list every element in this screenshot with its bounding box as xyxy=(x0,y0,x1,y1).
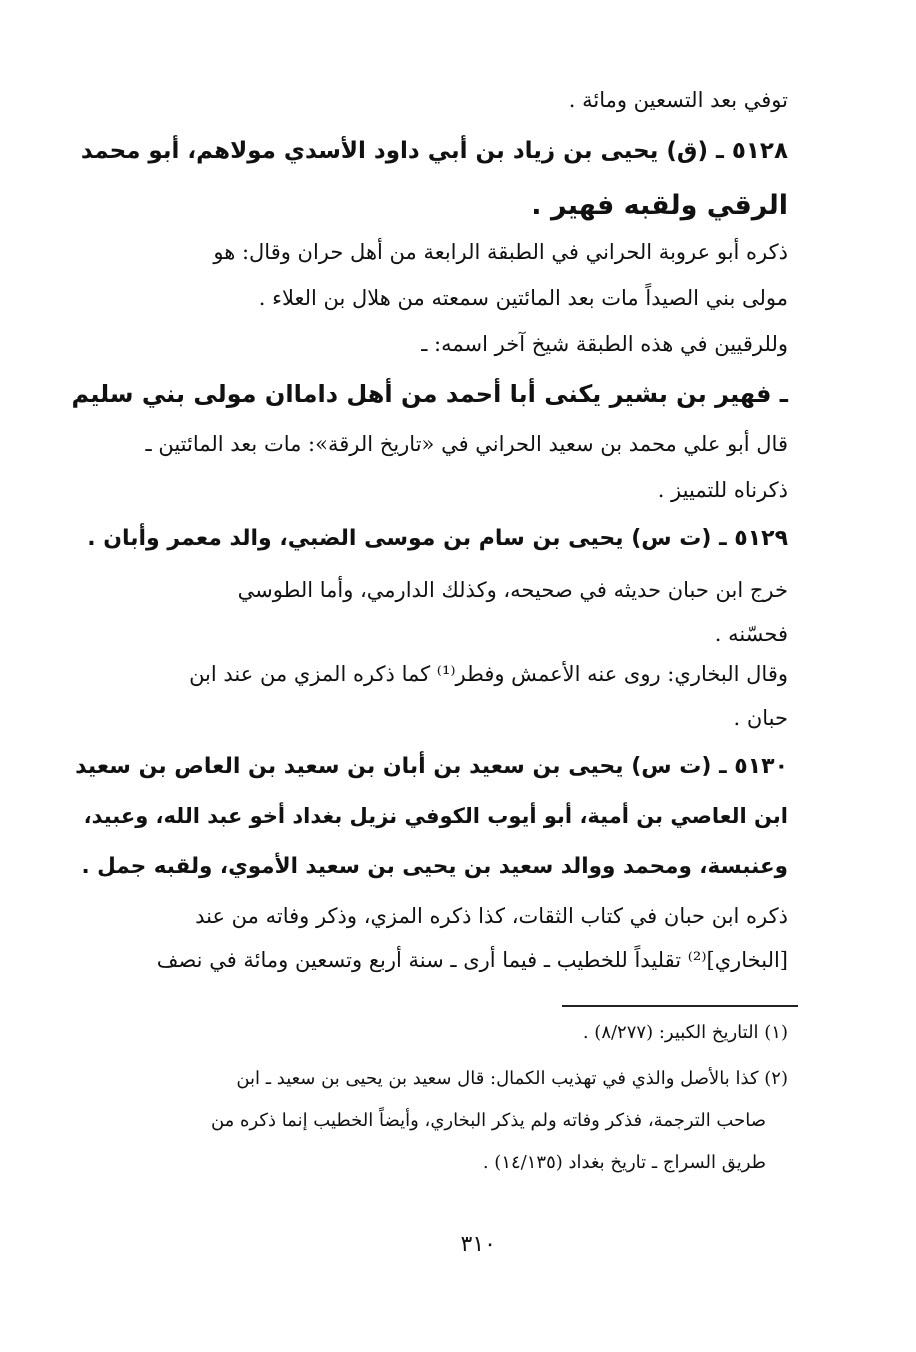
entry-heading-5130: ٥١٣٠ ـ (ت س) يحيى بن سعيد بن أبان بن سعيد بن العاص بن سعيد xyxy=(75,754,788,779)
sub-entry-heading: ـ فهير بن بشير يكنى أبا أحمد من أهل داماان مولى بني سليم xyxy=(71,380,788,408)
text-line: حبان . xyxy=(733,706,788,730)
text-line: ذكره أبو عروبة الحراني في الطبقة الرابعة من أهل حران وقال: هو xyxy=(213,240,788,264)
entry-heading-line: وعنبسة، ومحمد ووالد سعيد بن يحيى بن سعيد الأموي، ولقبه جمل . xyxy=(81,854,788,879)
entry-heading-5128: ٥١٢٨ ـ (ق) يحيى بن زياد بن أبي داود الأسدي مولاهم، أبو محمد xyxy=(80,138,788,164)
text-line: وللرقيين في هذه الطبقة شيخ آخر اسمه: ـ xyxy=(421,332,788,356)
footnote-2: (٢) كذا بالأصل والذي في تهذيب الكمال: قال سعيد بن يحيى بن سعيد ـ ابن xyxy=(236,1068,788,1089)
text-line: [البخاري]⁽²⁾ تقليداً للخطيب ـ فيما أرى ـ سنة أربع وتسعين ومائة في نصف xyxy=(156,948,788,972)
footnote-separator xyxy=(562,1005,798,1007)
text-line: قال أبو علي محمد بن سعيد الحراني في «تاريخ الرقة»: مات بعد المائتين ـ xyxy=(145,432,788,456)
footnote-2-continued: طريق السراج ـ تاريخ بغداد (١٤/١٣٥) . xyxy=(482,1152,766,1173)
footnote-2-continued: صاحب الترجمة، فذكر وفاته ولم يذكر البخاري، وأيضاً الخطيب إنما ذكره من xyxy=(210,1110,766,1131)
entry-heading-5129: ٥١٢٩ ـ (ت س) يحيى بن سام بن موسى الضبي، والد معمر وأبان . xyxy=(87,526,788,551)
text-line: وقال البخاري: روى عنه الأعمش وفطر⁽¹⁾ كما ذكره المزي من عند ابن xyxy=(189,662,788,686)
text-line: ذكرناه للتمييز . xyxy=(657,478,788,502)
footnote-1: (١) التاريخ الكبير: (٨/٢٧٧) . xyxy=(582,1022,788,1043)
text-line: توفي بعد التسعين ومائة . xyxy=(568,88,788,112)
text-line: خرج ابن حبان حديثه في صحيحه، وكذلك الدارمي، وأما الطوسي xyxy=(237,578,788,602)
text-line: مولى بني الصيداً مات بعد المائتين سمعته من هلال بن العلاء . xyxy=(258,286,788,310)
entry-heading-line: الرقي ولقبه فهير . xyxy=(531,190,788,221)
page-number: ٣١٠ xyxy=(460,1232,496,1257)
text-line: ذكره ابن حبان في كتاب الثقات، كذا ذكره المزي، وذكر وفاته من عند xyxy=(195,904,788,928)
text-line: فحسّنه . xyxy=(714,622,788,646)
entry-heading-line: ابن العاصي بن أمية، أبو أيوب الكوفي نزيل بغداد أخو عبد الله، وعبيد، xyxy=(83,804,788,828)
